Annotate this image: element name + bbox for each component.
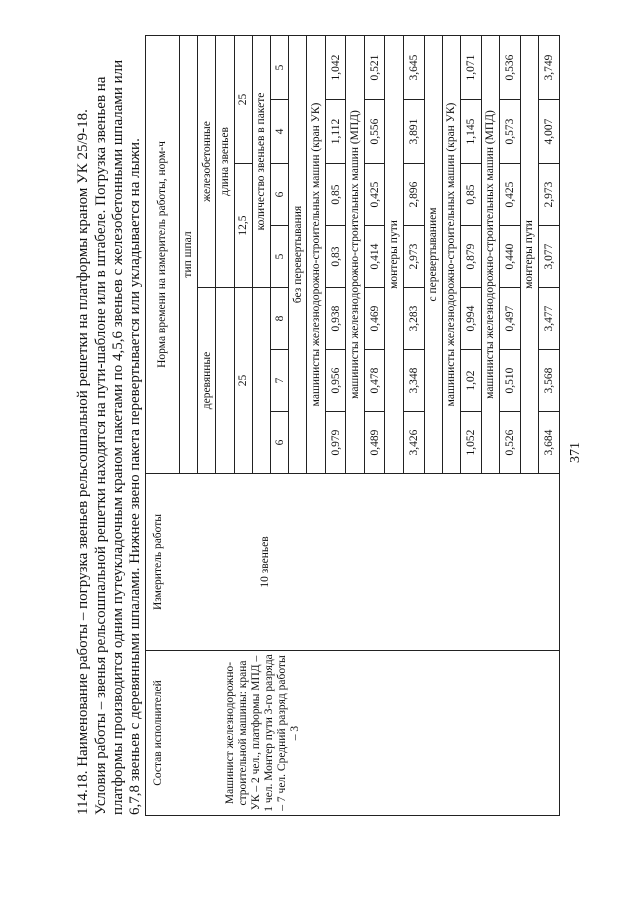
value-cell: 3,348 bbox=[403, 350, 424, 412]
value-cell: 1,112 bbox=[325, 100, 346, 164]
work-conditions: Условия работы – звенья рельсошпальной решетки находятся на пути-шаблоне или в штабеле. Погрузка звеньев на платформы производится одним путеукладочным краном пакетами по 4,5,6 звеньев с железобетонными шпалами или 6,7,8 звеньев с деревянными шпалами. Нижнее звено пакета перевертывается или укладывается на лыжи. bbox=[93, 59, 143, 815]
concrete-sleepers: железобетонные bbox=[198, 35, 216, 287]
link-length-header: длина звеньев bbox=[216, 35, 234, 287]
value-cell: 2,896 bbox=[403, 164, 424, 226]
crew-description: Машинист железнодорожно-строительной машины: крана УК – 2 чел., платформы МПД – 1 чел. Монтер пути 3-го разряда – 7 чел. Средний разряд работы – 3 bbox=[224, 654, 301, 812]
pack-count: 7 bbox=[270, 350, 288, 412]
unit-column bbox=[146, 474, 560, 651]
row-label-mpd: машинисты железнодорожно-строительных машин (МПД) bbox=[481, 35, 499, 473]
value-cell: 0,979 bbox=[325, 412, 346, 474]
value-cell: 1,02 bbox=[460, 350, 481, 412]
value-cell: 0,526 bbox=[500, 412, 521, 474]
value-cell: 3,891 bbox=[403, 100, 424, 164]
unit-header: Измеритель работы bbox=[152, 514, 164, 611]
section-flip: с перевертыванием bbox=[424, 35, 442, 473]
value-cell: 3,568 bbox=[539, 350, 560, 412]
value-cell: 0,536 bbox=[500, 35, 521, 99]
row-label-track: монтеры пути bbox=[385, 35, 403, 473]
section-heading bbox=[75, 35, 144, 815]
value-cell: 0,497 bbox=[500, 288, 521, 350]
value-cell: 3,077 bbox=[539, 226, 560, 288]
value-cell: 0,879 bbox=[460, 226, 481, 288]
value-cell: 0,521 bbox=[364, 35, 385, 99]
pack-count: 6 bbox=[270, 164, 288, 226]
value-cell: 1,052 bbox=[460, 412, 481, 474]
page-number: 371 bbox=[568, 442, 583, 463]
value-cell: 3,749 bbox=[539, 35, 560, 99]
link-length-concrete-a: 12,5 bbox=[234, 164, 252, 288]
value-cell: 1,042 bbox=[325, 35, 346, 99]
row-label-crane: машинисты железнодорожно-строительных машин (кран УК) bbox=[307, 35, 325, 473]
value-cell: 0,469 bbox=[364, 288, 385, 350]
row-label-crane: машинисты железнодорожно-строительных машин (кран УК) bbox=[442, 35, 460, 473]
section-no-flip: без перевертывания bbox=[289, 35, 307, 473]
norm-header: Норма времени на измеритель работы, норм-ч bbox=[146, 35, 180, 473]
row-label-mpd: машинисты железнодорожно-строительных машин (МПД) bbox=[346, 35, 364, 473]
value-cell: 0,956 bbox=[325, 350, 346, 412]
norms-table bbox=[145, 35, 560, 816]
row-label-track: монтеры пути bbox=[520, 35, 538, 473]
value-cell: 0,85 bbox=[325, 164, 346, 226]
crew-header: Состав исполнителей bbox=[152, 680, 164, 786]
value-cell: 3,426 bbox=[403, 412, 424, 474]
value-cell: 2,973 bbox=[403, 226, 424, 288]
links-in-pack-header: количество звеньев в пакете bbox=[252, 35, 270, 287]
pack-count: 5 bbox=[270, 35, 288, 99]
value-cell: 3,645 bbox=[403, 35, 424, 99]
value-cell: 0,489 bbox=[364, 412, 385, 474]
value-cell: 0,425 bbox=[364, 164, 385, 226]
pack-count: 4 bbox=[270, 100, 288, 164]
value-cell: 1,071 bbox=[460, 35, 481, 99]
link-length-wooden: 25 bbox=[234, 288, 252, 474]
value-cell: 0,414 bbox=[364, 226, 385, 288]
pack-count: 8 bbox=[270, 288, 288, 350]
value-cell: 0,83 bbox=[325, 226, 346, 288]
value-cell: 4,007 bbox=[539, 100, 560, 164]
value-cell: 0,478 bbox=[364, 350, 385, 412]
value-cell: 0,510 bbox=[500, 350, 521, 412]
value-cell: 0,994 bbox=[460, 288, 481, 350]
pack-count: 5 bbox=[270, 226, 288, 288]
value-cell: 0,938 bbox=[325, 288, 346, 350]
work-title: 114.18. Наименование работы – погрузка звеньев рельсошпальной решетки на платформы краном УК 25/9-18. bbox=[75, 109, 91, 815]
value-cell: 1,145 bbox=[460, 100, 481, 164]
pack-count: 6 bbox=[270, 412, 288, 474]
value-cell: 0,573 bbox=[500, 100, 521, 164]
unit-value: 10 звеньев bbox=[259, 536, 271, 588]
sleeper-type-header: тип шпал bbox=[179, 35, 197, 473]
value-cell: 0,556 bbox=[364, 100, 385, 164]
value-cell: 0,440 bbox=[500, 226, 521, 288]
value-cell: 0,85 bbox=[460, 164, 481, 226]
value-cell: 3,477 bbox=[539, 288, 560, 350]
value-cell: 3,283 bbox=[403, 288, 424, 350]
value-cell: 2,973 bbox=[539, 164, 560, 226]
wooden-sleepers: деревянные bbox=[198, 288, 216, 474]
link-length-concrete-b: 25 bbox=[234, 35, 252, 163]
value-cell: 0,425 bbox=[500, 164, 521, 226]
value-cell: 3,684 bbox=[539, 412, 560, 474]
crew-column bbox=[146, 651, 560, 816]
